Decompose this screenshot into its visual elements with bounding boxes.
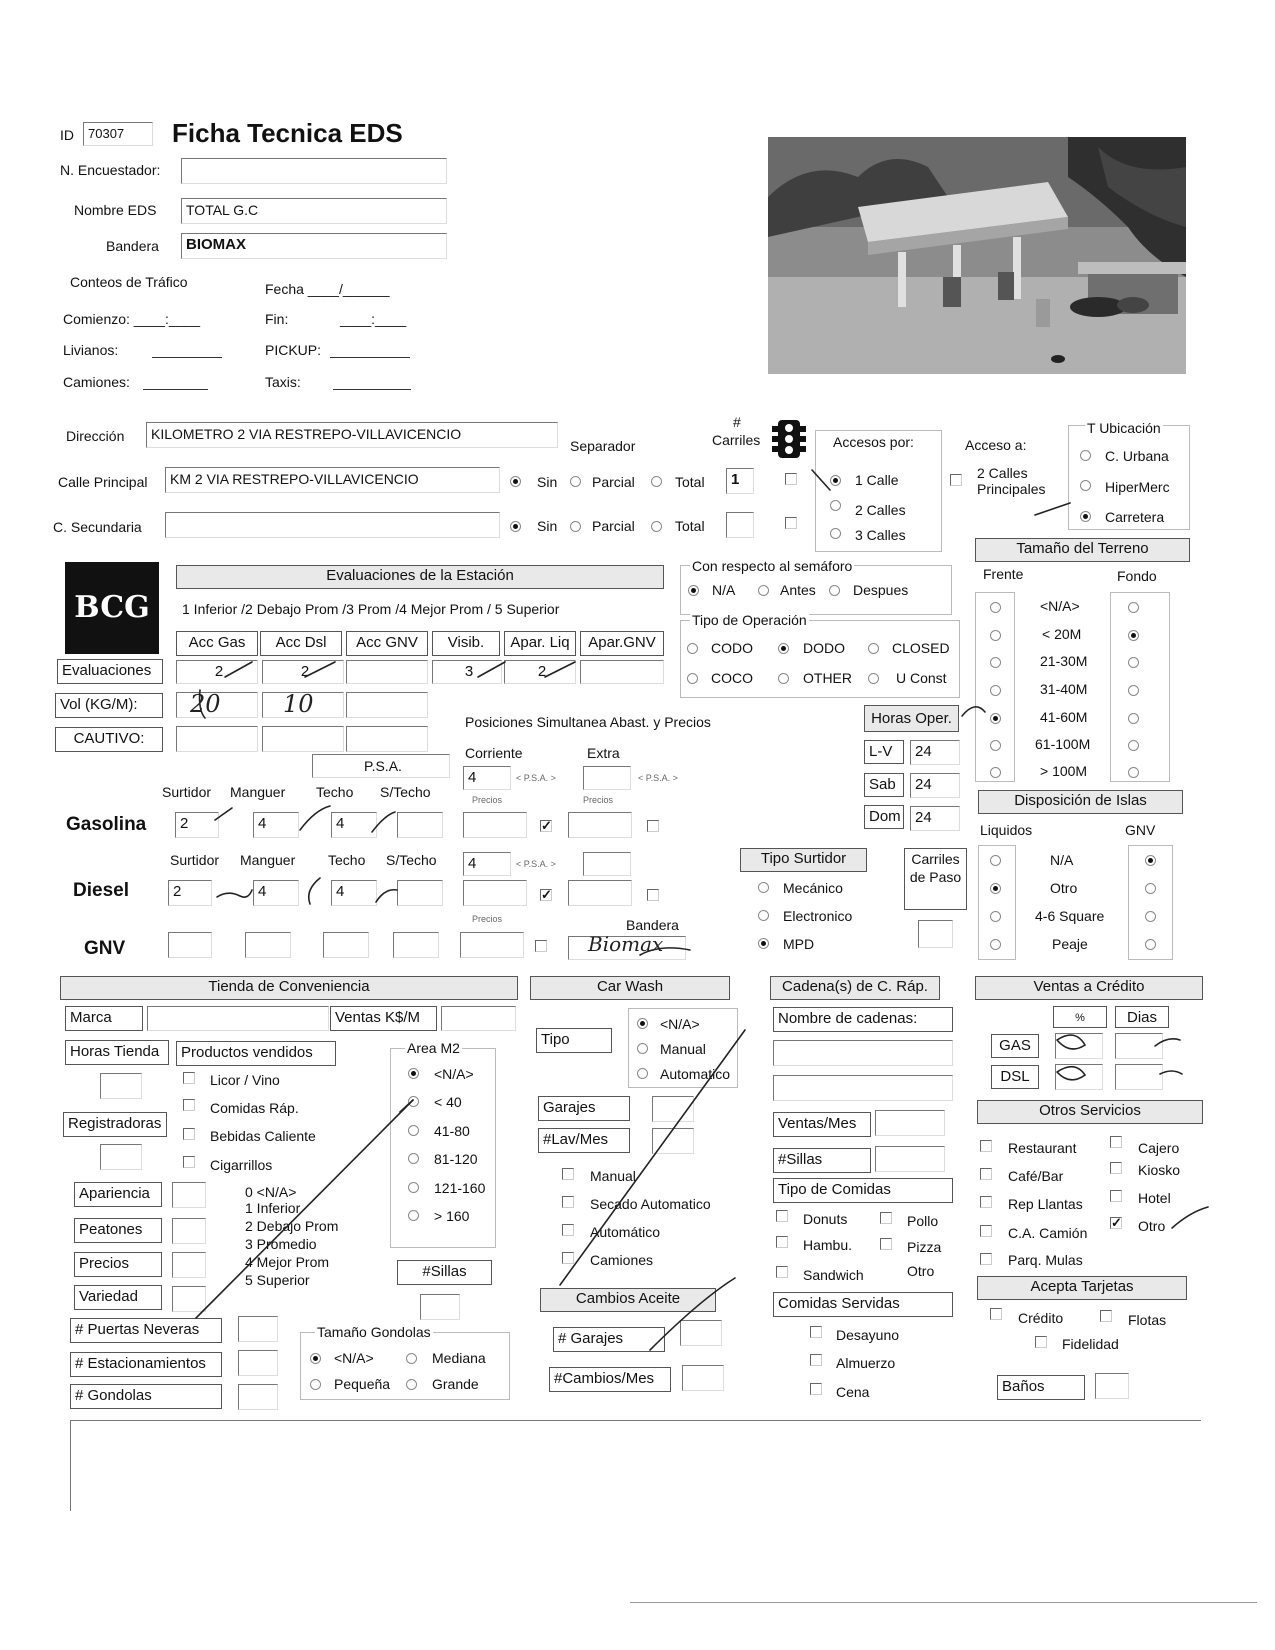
size-na: <N/A> [1040,598,1080,614]
islas-otro: Otro [1050,880,1078,896]
acceso-3-label: 3 Calles [855,527,906,543]
gondolas-label: # Gondolas [70,1384,222,1409]
col-acc-gnv: Acc GNV [346,631,428,656]
col-apar-liq: Apar. Liq [504,631,576,656]
fecha-label: Fecha ____/______ [265,281,390,297]
gond-mediana: Mediana [432,1350,486,1366]
serv-otro: Otro [1138,1218,1166,1234]
garajes-label: Garajes [538,1096,630,1121]
surtidor-mpd: MPD [783,936,815,952]
dsl-corriente-psa[interactable]: 4 [463,852,511,876]
serv-llantas: Rep Llantas [1008,1196,1083,1212]
ubicacion-label: T Ubicación [1087,420,1161,436]
size-60: 41-60M [1040,709,1088,725]
carriles-paso-label: Carriles de Paso [904,848,967,910]
op-dodo: DODO [803,640,845,656]
semaforo-antes: Antes [780,582,816,598]
bandera-handwritten: Biomax [588,932,664,956]
serv-hotel: Hotel [1138,1190,1171,1206]
gasolina-label: Gasolina [66,814,147,835]
islas-na: N/A [1050,852,1074,868]
area-40: < 40 [434,1094,462,1110]
bandera-col-label: Bandera [626,917,679,933]
evaluaciones-scale: 1 Inferior /2 Debajo Prom /3 Prom /4 Mejor Prom / 5 Superior [182,601,560,617]
cw-na: <N/A> [660,1016,700,1032]
gas-psa-tag: < P.S.A. > [516,773,556,783]
conteos-label: Conteos de Tráfico [70,274,188,290]
col-apar-gnv: Apar.GNV [580,631,664,656]
extra-label: Extra [587,745,620,761]
tarj-fidelidad: Fidelidad [1062,1336,1119,1352]
posiciones-title: Posiciones Simultanea Abast. y Precios [465,714,711,730]
area-160: 121-160 [434,1180,486,1196]
dsl-manguer-label: Manguer [240,852,296,868]
ubic-hipermerc-label: HiperMerc [1105,479,1170,495]
size-20: < 20M [1042,626,1082,642]
scale-2: 2 Debajo Prom [245,1218,339,1234]
cw-item-camiones: Camiones [590,1252,654,1268]
separador-label: Separador [570,438,636,454]
carwash-header: Car Wash [530,976,730,1000]
prod-cigarrillos: Cigarrillos [210,1157,273,1173]
surtidor-mecanico: Mecánico [783,880,843,896]
dsl-manguer-field[interactable]: 4 [253,880,299,906]
carriles-label: Carriles [712,432,761,448]
tienda-sillas-label: #Sillas [397,1260,492,1285]
gas-techo-field[interactable]: 4 [331,812,377,838]
comida-sandwich: Sandwich [803,1267,864,1283]
islas-square: 4-6 Square [1035,908,1105,924]
scale-0: 0 <N/A> [245,1184,297,1200]
size-100: 61-100M [1035,736,1091,752]
area-more: > 160 [434,1208,470,1224]
prod-bebidas: Bebidas Caliente [210,1128,316,1144]
gond-na: <N/A> [334,1350,374,1366]
gas-extra-precios-tag: Precios [583,795,614,805]
cw-manual: Manual [660,1041,706,1057]
direccion-field[interactable]: KILOMETRO 2 VIA RESTREPO-VILLAVICENCIO [146,422,558,448]
evaluaciones-header: Evaluaciones de la Estación [176,565,664,589]
gas-manguer-label: Manguer [230,784,286,800]
sec-sin-label: Sin [537,518,558,534]
tienda-header: Tienda de Conveniencia [60,976,518,1000]
secundaria-label: C. Secundaria [53,519,142,535]
islas-gnv-label: GNV [1125,822,1156,838]
tipo-surtidor-header: Tipo Surtidor [740,848,867,872]
precios-label: Precios [74,1252,162,1277]
comienzo-label: Comienzo: ____:____ [63,311,200,327]
sec-total-label: Total [675,518,705,534]
islas-header: Disposición de Islas [978,790,1183,814]
scale-4: 4 Mejor Prom [245,1254,330,1270]
fin-blank: ____:____ [340,311,407,327]
comida-hambu: Hambu. [803,1237,853,1253]
serv-otro-checkbox[interactable]: ✓ [1111,1215,1122,1230]
dsl-techo-field[interactable]: 4 [331,880,377,906]
servida-almuerzo: Almuerzo [836,1355,896,1371]
vol-dsl-handwritten: 10 [283,690,314,718]
servida-cena: Cena [836,1384,870,1400]
ventas-tienda-label: Ventas K$/M [330,1006,437,1031]
estacionamientos-label: # Estacionamientos [70,1352,222,1377]
islas-liquidos-label: Liquidos [980,822,1033,838]
page-title: Ficha Tecnica EDS [172,118,403,148]
carriles-hash: # [733,414,741,430]
op-other: OTHER [803,670,852,686]
bcg-logo: BCG [65,562,159,654]
op-closed: CLOSED [892,640,950,656]
calle-sin-label: Sin [537,474,558,490]
horas-dom-label: Dom [864,805,904,829]
psa-label: P.S.A. [312,754,450,778]
diesel-label: Diesel [73,880,129,901]
otros-servicios-header: Otros Servicios [977,1100,1203,1124]
comidas-servidas-label: Comidas Servidas [773,1292,953,1317]
vol-gas-handwritten: 20 [190,690,221,718]
gas-extra-psa-tag: < P.S.A. > [638,773,678,783]
scale-5: 5 Superior [245,1272,310,1288]
semaforo-label: Con respecto al semáforo [692,558,853,574]
tarj-credito: Crédito [1018,1310,1064,1326]
cw-auto: Automatico [660,1066,731,1082]
gas-precios-tag: Precios [472,795,503,805]
comida-otro: Otro [907,1263,935,1279]
dsl-credito-label: DSL [991,1065,1039,1089]
area-120: 81-120 [434,1151,478,1167]
horas-lv-label: L-V [864,740,904,764]
horas-dom-field[interactable]: 24 [910,806,960,831]
horas-lv-field[interactable]: 24 [910,740,960,765]
serv-mulas: Parq. Mulas [1008,1252,1083,1268]
pct-label: % [1053,1006,1107,1028]
size-40: 31-40M [1040,681,1088,697]
serv-cajero: Cajero [1138,1140,1180,1156]
carriles-field[interactable]: 1 [726,468,754,494]
eval-visib[interactable]: 3 [432,660,502,684]
size-more: > 100M [1040,763,1088,779]
ubic-carretera-label: Carretera [1105,509,1165,525]
pickup-label: PICKUP: [265,342,322,358]
nombre-cadenas-label: Nombre de cadenas: [773,1007,953,1032]
n-cambios-label: #Cambios/Mes [549,1367,671,1392]
horas-sab-label: Sab [864,773,904,797]
nombre-eds-field[interactable]: TOTAL G.C [181,198,447,224]
banos-label: Baños [997,1375,1085,1400]
acceso-a-option: 2 Calles Principales [977,465,1046,497]
prod-comidas: Comidas Ráp. [210,1100,299,1116]
dsl-precios-tag: Precios [472,914,503,924]
dsl-stecho-label: S/Techo [386,852,437,868]
tipo-carwash-label: Tipo [536,1028,612,1053]
frente-label: Frente [983,566,1024,582]
op-codo: CODO [711,640,753,656]
comida-pollo: Pollo [907,1213,939,1229]
puertas-label: # Puertas Neveras [70,1318,222,1343]
cw-item-secado: Secado Automatico [590,1196,711,1212]
sec-parcial-label: Parcial [592,518,635,534]
acceso-1-label: 1 Calle [855,472,899,488]
calle-parcial-label: Parcial [592,474,635,490]
tarjetas-header: Acepta Tarjetas [977,1276,1187,1300]
gas-credito-label: GAS [991,1034,1039,1058]
tarj-flotas: Flotas [1128,1312,1167,1328]
dsl-techo-label: Techo [328,852,366,868]
cadenas-header: Cadena(s) de C. Ráp. [770,976,940,1000]
serv-camion: C.A. Camión [1008,1225,1088,1241]
comida-donuts: Donuts [803,1211,848,1227]
area-80: 41-80 [434,1123,470,1139]
tam-gondolas-label: Tamaño Gondolas [317,1324,431,1340]
tipo-comidas-label: Tipo de Comidas [773,1178,953,1203]
acceso-a-label: Acceso a: [965,437,1027,453]
camiones-label: Camiones: [63,374,130,390]
serv-cafe: Café/Bar [1008,1168,1064,1184]
cambios-aceite-header: Cambios Aceite [540,1288,716,1312]
surtidor-electronico: Electronico [783,908,853,924]
gas-surtidor-label: Surtidor [162,784,212,800]
direccion-label: Dirección [66,428,125,444]
horas-oper-label: Horas Oper. [864,705,959,732]
cw-item-manual: Manual [590,1168,636,1184]
id-field[interactable]: 70307 [83,122,153,146]
serv-kiosko: Kiosko [1138,1162,1181,1178]
fondo-label: Fondo [1117,568,1157,584]
gnv-label: GNV [84,938,126,959]
gas-corriente-checkbox[interactable]: ✓ [541,818,552,833]
registradoras-label: Registradoras [63,1112,167,1137]
accesos-label: Accesos por: [833,434,914,450]
acceso-2-label: 2 Calles [855,502,906,518]
bandera-label: Bandera [106,238,159,254]
eval-acc-gas[interactable]: 2 [176,660,258,684]
n-garajes-label: # Garajes [553,1327,665,1352]
dsl-surtidor-field[interactable]: 2 [168,880,212,906]
horas-tienda-label: Horas Tienda [65,1040,169,1065]
scale-1: 1 Inferior [245,1200,301,1216]
gas-techo-label: Techo [316,784,354,800]
taxis-label: Taxis: [265,374,301,390]
semaforo-na: N/A [712,582,736,598]
id-label: ID [60,127,74,143]
col-acc-gas: Acc Gas [176,631,258,656]
fin-label: Fin: [265,311,289,327]
dsl-corriente-checkbox[interactable]: ✓ [541,887,552,902]
cw-item-automatico: Automático [590,1224,661,1240]
gas-stecho-label: S/Techo [380,784,431,800]
bandera-field[interactable]: BIOMAX [181,233,447,259]
encuestador-label: N. Encuestador: [60,162,161,178]
horas-sab-field[interactable]: 24 [910,773,960,798]
size-30: 21-30M [1040,653,1088,669]
op-uconst: U Const [896,670,947,686]
marca-label: Marca [65,1006,143,1031]
dsl-surtidor-label: Surtidor [170,852,220,868]
col-acc-dsl: Acc Dsl [260,631,342,656]
livianos-label: Livianos: [63,342,119,358]
islas-peaje: Peaje [1052,936,1088,952]
gas-corriente-psa[interactable]: 4 [463,766,511,790]
gond-pequena: Pequeña [334,1376,391,1392]
operacion-label: Tipo de Operación [692,612,807,628]
semaforo-despues: Despues [853,582,909,598]
gas-manguer-field[interactable]: 4 [253,812,299,838]
variedad-label: Variedad [74,1285,162,1310]
col-visib: Visib. [432,631,500,656]
servida-desayuno: Desayuno [836,1327,900,1343]
gond-grande: Grande [432,1376,479,1392]
terreno-header: Tamaño del Terreno [975,538,1190,562]
comida-pizza: Pizza [907,1239,942,1255]
sillas-cadenas-label: #Sillas [773,1148,871,1173]
area-label: Area M2 [407,1040,460,1056]
nombre-eds-label: Nombre EDS [74,202,157,218]
dias-label: Dias [1115,1006,1169,1028]
eval-acc-dsl[interactable]: 2 [262,660,344,684]
productos-label: Productos vendidos [176,1041,336,1066]
area-na: <N/A> [434,1066,474,1082]
cautivo-label: CAUTIVO: [55,727,163,752]
apariencia-label: Apariencia [74,1182,162,1207]
serv-restaurant: Restaurant [1008,1140,1077,1156]
corriente-label: Corriente [465,745,523,761]
op-coco: COCO [711,670,753,686]
calle-principal-field[interactable]: KM 2 VIA RESTREPO-VILLAVICENCIO [165,467,500,493]
dsl-psa-tag: < P.S.A. > [516,859,556,869]
calle-total-label: Total [675,474,705,490]
ubic-urbana-label: C. Urbana [1105,448,1169,464]
prod-licor: Licor / Vino [210,1072,280,1088]
calle-principal-label: Calle Principal [58,474,148,490]
scale-3: 3 Promedio [245,1236,317,1252]
credito-header: Ventas a Crédito [975,976,1203,1000]
ventas-cadenas-label: Ventas/Mes [773,1112,871,1137]
eval-apar-liq[interactable]: 2 [504,660,576,684]
evaluaciones-row-label: Evaluaciones [57,659,163,684]
gas-surtidor-field[interactable]: 2 [175,812,219,838]
lav-mes-label: #Lav/Mes [538,1128,630,1153]
vol-label: Vol (KG/M): [55,693,163,718]
peatones-label: Peatones [74,1218,162,1243]
